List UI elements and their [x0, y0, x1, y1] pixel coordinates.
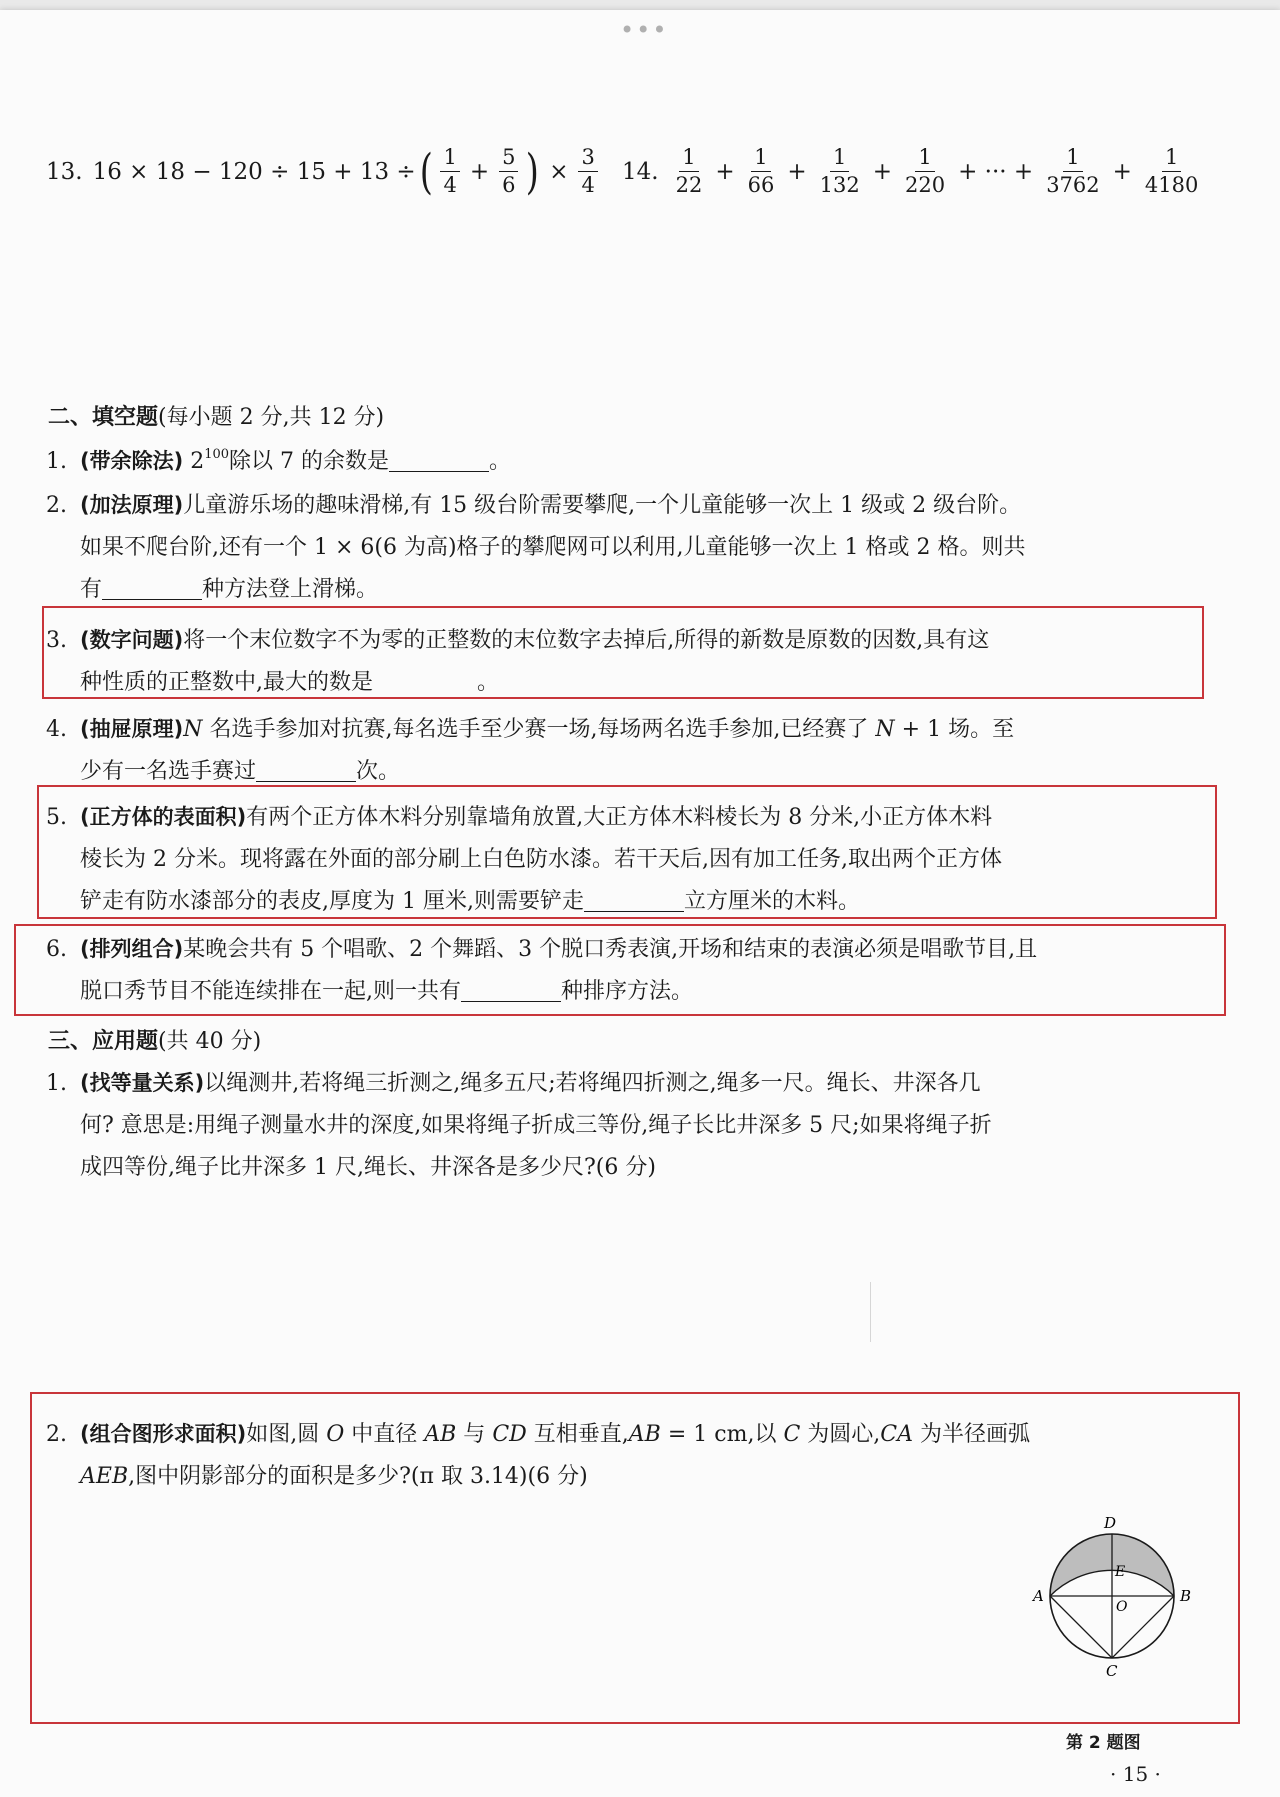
label-c: C	[1106, 1662, 1118, 1680]
fraction: $\frac{1}{22}$	[675, 145, 703, 198]
fraction: $\frac{1}{66}$	[747, 145, 775, 198]
fraction: $\frac{3}{4}$	[578, 146, 597, 197]
answer-blank[interactable]	[389, 445, 489, 472]
answer-blank[interactable]	[256, 755, 356, 782]
left-paren: (	[419, 143, 433, 200]
fraction: $\frac{1}{4180}$	[1144, 145, 1199, 198]
label-d: D	[1104, 1514, 1117, 1532]
calc-question-14: 14. $\frac{1}{22}$ + $\frac{1}{66}$ + $\frac{1}{132}$ + $\frac{1}{220}$ + ··· + $\frac{1}{3762}$ + $\frac{1}{4180}$	[622, 146, 1205, 197]
answer-blank[interactable]	[102, 573, 202, 600]
question-number: 14.	[622, 158, 659, 185]
fill-question-3: 3. (数字问题)将一个末位数字不为零的正整数的末位数字去掉后,所得的新数是原数的因数,具有这 种性质的正整数中,最大的数是 。	[46, 628, 990, 695]
document-page	[0, 10, 1280, 1797]
calc-question-13: 13. 16 × 18 − 120 ÷ 15 + 13 ÷ ( $\frac{1}{4}$ + $\frac{5}{6}$ ) × $\frac{3}{4}$	[46, 146, 602, 197]
scan-artifact-line	[870, 1282, 871, 1342]
fill-question-1: 1. (带余除法) $2^{100}$除以 7 的余数是 。	[46, 447, 512, 474]
fraction: $\frac{1}{220}$	[904, 145, 946, 198]
fill-question-4: 4. (抽屉原理)N 名选手参加对抗赛,每名选手至少赛一场,每场两名选手参加,已经赛了 N + 1 场。至 少有一名选手赛过 次。	[46, 717, 1015, 784]
fill-question-2: 2. (加法原理)儿童游乐场的趣味滑梯,有 15 级台阶需要攀爬,一个儿童能够一次上 1 级或 2 级台阶。 如果不爬台阶,还有一个 1 × 6(6 为高)格子的攀爬网可以利用,儿童能够一次上 1 格或 2 格。则共 有 种方法登上滑梯。	[46, 493, 1026, 602]
label-o: O	[1116, 1599, 1128, 1615]
fraction: $\frac{1}{132}$	[819, 145, 860, 198]
section-3-heading: 三、应用题(共 40 分)	[48, 1029, 262, 1054]
fraction: $\frac{1}{4}$	[440, 146, 459, 197]
fraction: $\frac{5}{6}$	[499, 146, 518, 197]
highlight-box-q6	[14, 924, 1226, 1016]
highlight-box-q3	[42, 606, 1204, 699]
application-question-2: 2. (组合图形求面积)如图,圆 O 中直径 AB 与 CD 互相垂直,AB = 1 cm,以 C 为圆心,CA 为半径画弧 AEB,图中阴影部分的面积是多少?(π 取 3.14)(6 分)	[46, 1422, 1031, 1489]
application-question-1: 1. (找等量关系)以绳测井,若将绳三折测之,绳多五尺;若将绳四折测之,绳多一尺。绳长、井深各几 何? 意思是:用绳子测量水井的深度,如果将绳子折成三等份,绳子长比井深多 5 尺;如果将绳子折 成四等份,绳子比井深多 1 尺,绳长、井深各是多少尺?(6 分)	[46, 1071, 992, 1180]
question-number: 13.	[46, 158, 83, 185]
fill-question-5: 5. (正方体的表面积)有两个正方体木料分别靠墙角放置,大正方体木料棱长为 8 分米,小正方体木料 棱长为 2 分米。现将露在外面的部分刷上白色防水漆。若干天后,因有加工任务,取出两个正方体 铲走有防水漆部分的表皮,厚度为 1 厘米,则需要铲走 立方厘米的木料。	[46, 805, 1002, 914]
fraction: $\frac{1}{3762}$	[1046, 145, 1100, 198]
highlight-box-app-q2	[30, 1392, 1240, 1724]
fill-question-6: 6. (排列组合)某晚会共有 5 个唱歌、2 个舞蹈、3 个脱口秀表演,开场和结束的表演必须是唱歌节目,且 脱口秀节目不能连续排在一起,则一共有 种排序方法。	[46, 937, 1038, 1004]
label-b: B	[1180, 1587, 1192, 1605]
highlight-box-q5	[37, 785, 1217, 919]
right-paren: )	[526, 143, 540, 200]
page-number: · 15 ·	[1110, 1762, 1161, 1786]
section-2-heading: 二、填空题(每小题 2 分,共 12 分)	[48, 405, 385, 430]
more-options-icon[interactable]: •••	[620, 16, 669, 44]
figure-caption: 第 2 题图	[1066, 1733, 1141, 1753]
label-e: E	[1115, 1564, 1126, 1580]
expression-lead: 16 × 18 − 120 ÷ 15 + 13 ÷	[92, 158, 416, 185]
label-a: A	[1033, 1587, 1044, 1605]
